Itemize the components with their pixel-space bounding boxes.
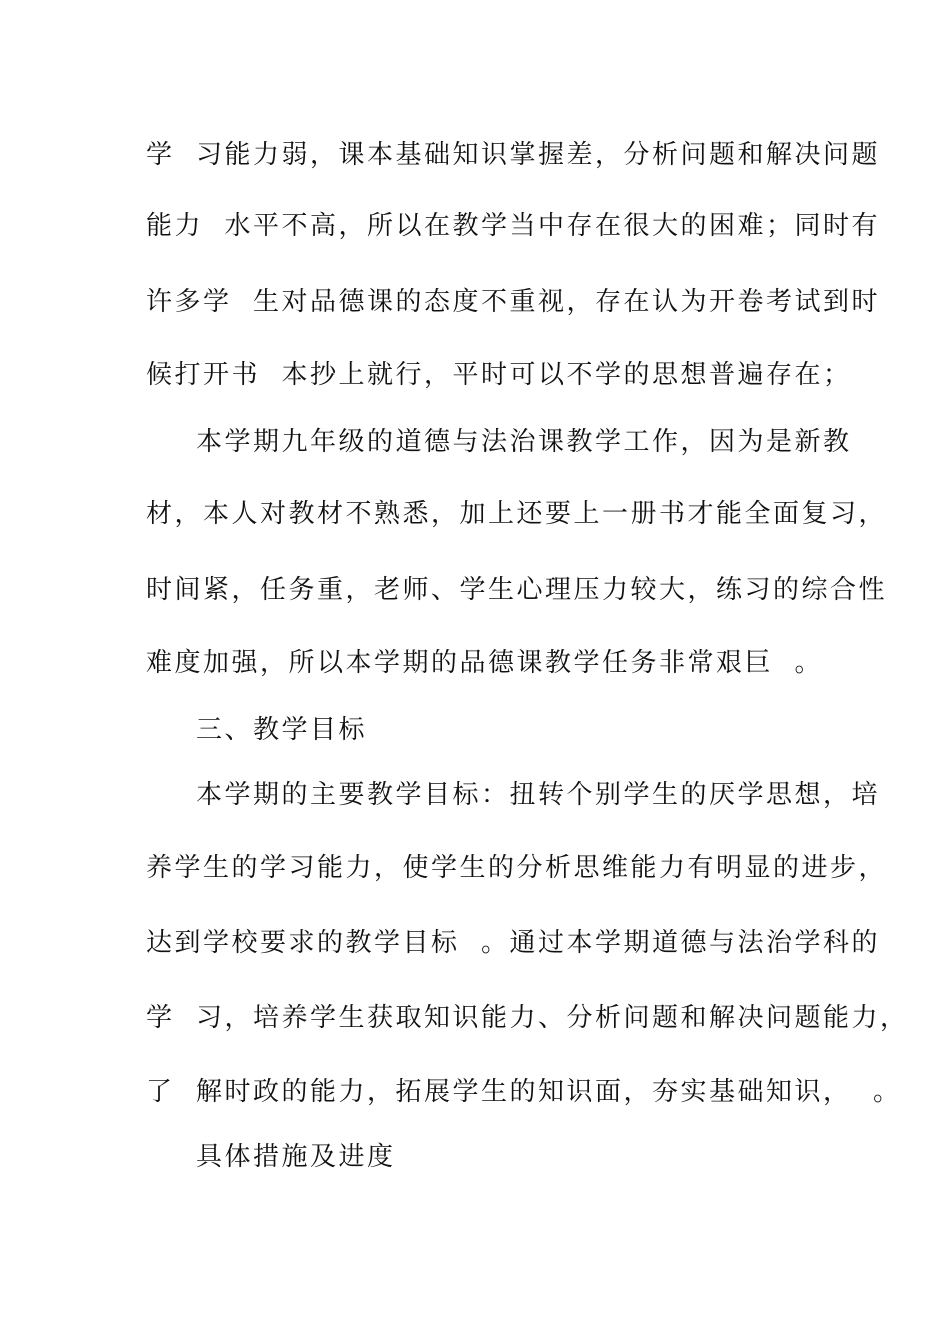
paragraph-line: 材，本人对教材不熟悉，加上还要上一册书才能全面复习， bbox=[146, 499, 888, 529]
paragraph-line: 了 解时政的能力，拓展学生的知识面，夯实基础知识， 。 bbox=[146, 1077, 902, 1107]
paragraph-line: 本学期九年级的道德与法治课教学工作，因为是新教 bbox=[196, 427, 852, 457]
section-heading: 三、教学目标 bbox=[196, 715, 368, 745]
paragraph-line: 本学期的主要教学目标：扭转个别学生的厌学思想，培 bbox=[196, 780, 881, 810]
paragraph-line: 学 习，培养学生获取知识能力、分析问题和解决问题能力， bbox=[146, 1003, 909, 1033]
paragraph-line: 养学生的学习能力，使学生的分析思维能力有明显的进步， bbox=[146, 853, 888, 883]
paragraph-line: 难度加强，所以本学期的品德课教学任务非常艰巨 。 bbox=[146, 648, 824, 678]
paragraph-line: 达到学校要求的教学目标 。通过本学期道德与法治学科的 bbox=[146, 928, 881, 958]
paragraph-line: 许多学 生对品德课的态度不重视，存在认为开卷考试到时 bbox=[146, 287, 881, 317]
paragraph-line: 能力 水平不高，所以在教学当中存在很大的困难；同时有 bbox=[146, 211, 881, 241]
section-heading: 具体措施及进度 bbox=[196, 1142, 396, 1172]
paragraph-line: 学 习能力弱，课本基础知识掌握差，分析问题和解决问题 bbox=[146, 140, 881, 170]
paragraph-line: 候打开书 本抄上就行，平时可以不学的思想普遍存在； bbox=[146, 360, 852, 390]
paragraph-line: 时间紧，任务重，老师、学生心理压力较大，练习的综合性 bbox=[146, 575, 888, 605]
